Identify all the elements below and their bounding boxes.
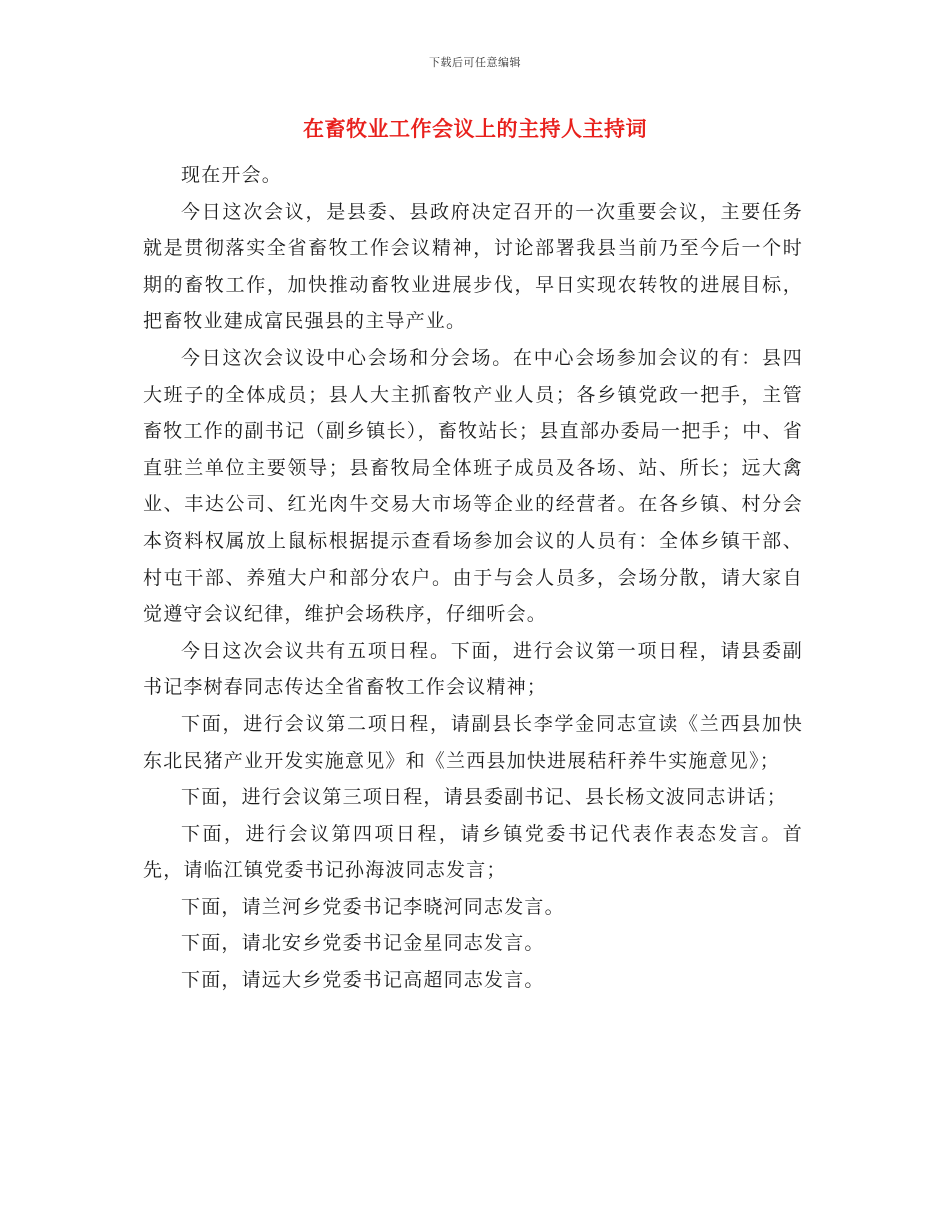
paragraph-agenda-item-3: 下面，进行会议第三项日程，请县委副书记、县长杨文波同志讲话； xyxy=(181,786,788,809)
document-title: 在畜牧业工作会议上的主持人主持词 xyxy=(303,117,647,141)
paragraph-purpose: 今日这次会议，是县委、县政府决定召开的一次重要会议，主要任务就是贯彻落实全省畜牧工作会议精神，讨论部署我县当前乃至今后一个时期的畜牧工作，加快推动畜牧业进展步伐，早日实现农转牧的进展目标，把畜牧业建成富民强县的主导产业。 xyxy=(143,200,803,333)
paragraph-speaker-lanhe: 下面，请兰河乡党委书记李晓河同志发言。 xyxy=(181,895,565,918)
paragraph-speaker-yuanda: 下面，请远大乡党委书记高超同志发言。 xyxy=(181,969,545,992)
document-body xyxy=(143,157,803,999)
paragraph-attendees: 今日这次会议设中心会场和分会场。在中心会场参加会议的有：县四大班子的全体成员；县人大主抓畜牧产业人员；各乡镇党政一把手，主管畜牧工作的副书记（副乡镇长），畜牧站长；县直部办委局一把手；中、省直驻兰单位主要领导；县畜牧局全体班子成员及各场、站、所长；远大禽业、丰达公司、红光肉牛交易大市场等企业的经营者。在各乡镇、村分会本资料权属放上鼠标根据提示查看场参加会议的人员有：全体乡镇干部、村屯干部、养殖大户和部分农户。由于与会人员多，会场分散，请大家自觉遵守会议纪律，维护会场秩序，仔细听会。 xyxy=(143,346,803,626)
paragraph-opening: 现在开会。 xyxy=(181,164,283,186)
paragraph-speaker-beian: 下面，请北安乡党委书记金星同志发言。 xyxy=(181,932,545,955)
paragraph-agenda-item-4: 下面，进行会议第四项日程，请乡镇党委书记代表作表态发言。首先，请临江镇党委书记孙海波同志发言； xyxy=(143,822,803,882)
paragraph-agenda-item-2: 下面，进行会议第二项日程，请副县长李学金同志宣读《兰西县加快东北民猪产业开发实施意见》和《兰西县加快进展秸秆养牛实施意见》； xyxy=(143,712,803,772)
header-note: 下载后可任意编辑 xyxy=(429,56,521,69)
paragraph-agenda-item-1: 今日这次会议共有五项日程。下面，进行会议第一项日程，请县委副书记李树春同志传达全省畜牧工作会议精神； xyxy=(143,639,803,699)
